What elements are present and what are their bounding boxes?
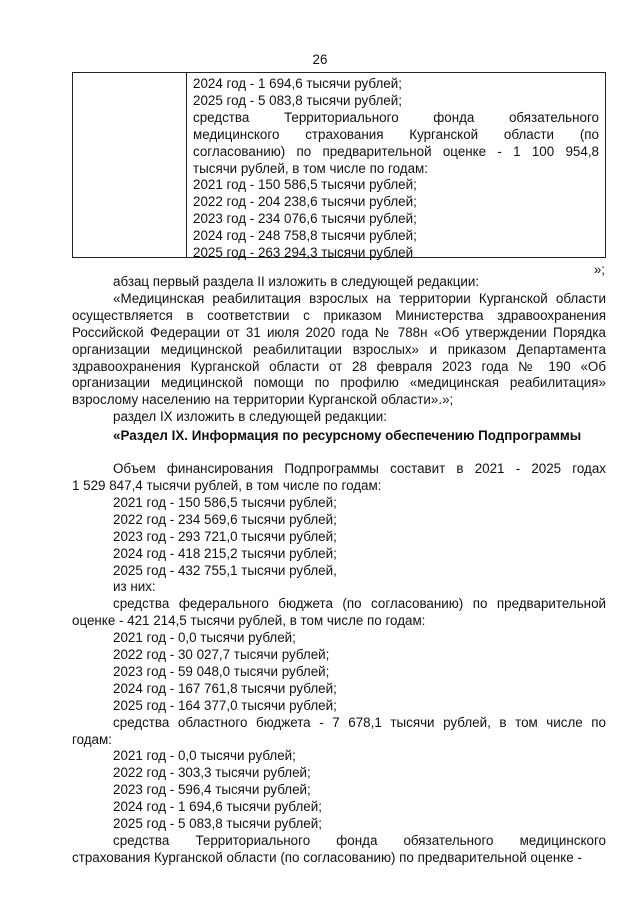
table-line: медицинского страхования Курганской области (по xyxy=(193,126,599,142)
table-line: 2022 год - 204 238,6 тысячи рублей; xyxy=(193,194,417,210)
table-line: 2024 год - 248 758,8 тысячи рублей; xyxy=(193,228,417,244)
quote-line: осуществляется в соответствии с приказом Министерства здравоохранения xyxy=(72,307,606,323)
year-line: 2021 год - 0,0 тысячи рублей; xyxy=(113,748,296,764)
year-line: 2022 год - 234 569,6 тысячи рублей; xyxy=(113,511,337,527)
year-line: 2024 год - 418 215,2 тысячи рублей; xyxy=(113,545,337,561)
table-cell-funding xyxy=(193,76,599,262)
paragraph-line: страхования Курганской области (по согласованию) по предварительной оценке - xyxy=(72,849,582,865)
table-line: 2023 год - 234 076,6 тысячи рублей; xyxy=(193,211,417,227)
page-number: 26 xyxy=(312,52,328,67)
paragraph-line: средства Территориального фонда обязательного медицинского xyxy=(113,833,606,848)
document-body xyxy=(72,274,606,867)
year-line: 2021 год - 150 586,5 тысячи рублей; xyxy=(113,494,337,510)
paragraph: абзац первый раздела II изложить в следующей редакции: xyxy=(113,274,480,289)
table-line: 2025 год - 263 294,3 тысячи рублей xyxy=(193,245,414,261)
paragraph: раздел IX изложить в следующей редакции: xyxy=(113,409,387,425)
quote-line: взрослому населению на территории Курганской области».»; xyxy=(72,392,454,408)
year-line: 2021 год - 0,0 тысячи рублей; xyxy=(113,630,296,646)
table-fragment xyxy=(72,72,606,261)
table-line: согласованию) по предварительной оценке - 1 100 954,8 xyxy=(193,143,599,159)
year-line: 2025 год - 5 083,8 тысячи рублей; xyxy=(113,816,322,832)
table-line: 2024 год - 1 694,6 тысячи рублей; xyxy=(193,76,402,91)
year-line: 2025 год - 164 377,0 тысячи рублей; xyxy=(113,697,337,713)
year-line: 2022 год - 30 027,7 тысячи рублей; xyxy=(113,647,330,663)
year-line: 2023 год - 59 048,0 тысячи рублей; xyxy=(113,663,330,679)
table-line: тысячи рублей, в том числе по годам: xyxy=(193,160,428,176)
paragraph-line: Объем финансирования Подпрограммы составит в 2021 - 2025 годах xyxy=(113,461,606,477)
quote-line: организации медицинской помощи по профилю «медицинская реабилитация» xyxy=(72,375,606,391)
paragraph-line: годам: xyxy=(72,731,112,747)
quote-line: Российской Федерации от 31 июля 2020 года № 788н «Об утверждении Порядка xyxy=(72,324,606,340)
quote-line: «Медицинская реабилитация взрослых на территории Курганской области xyxy=(113,290,606,306)
paragraph-line: средства областного бюджета - 7 678,1 тысячи рублей, в том числе по xyxy=(113,714,606,730)
paragraph-line: средства федерального бюджета (по согласованию) по предварительной xyxy=(113,596,606,612)
year-line: 2023 год - 596,4 тысячи рублей; xyxy=(113,782,311,798)
quote-line: здравоохранения Курганской области от 28 февраля 2023 года № 190 «Об xyxy=(72,358,606,374)
table-line: 2021 год - 150 586,5 тысячи рублей; xyxy=(193,177,417,193)
quote-line: организации медицинской реабилитации взрослых» и приказом Департамента xyxy=(72,341,606,357)
year-line: 2024 год - 167 761,8 тысячи рублей; xyxy=(113,680,337,696)
table-column-divider xyxy=(186,73,187,257)
year-line: 2023 год - 293 721,0 тысячи рублей; xyxy=(113,528,337,544)
spacer xyxy=(72,445,606,461)
table-line: 2025 год - 5 083,8 тысячи рублей; xyxy=(193,92,402,108)
table-line: средства Территориального фонда обязательного xyxy=(193,109,599,125)
year-line: 2025 год - 432 755,1 тысячи рублей, xyxy=(113,562,337,578)
closing-quote-mark: »; xyxy=(593,262,605,277)
paragraph-line: 1 529 847,4 тысячи рублей, в том числе по годам: xyxy=(72,477,382,493)
year-line: 2024 год - 1 694,6 тысячи рублей; xyxy=(113,799,322,815)
paragraph-line: из них: xyxy=(113,579,156,595)
section-heading: «Раздел IX. Информация по ресурсному обеспечению Подпрограммы xyxy=(113,428,582,444)
year-line: 2022 год - 303,3 тысячи рублей; xyxy=(113,765,311,781)
paragraph-line: оценке - 421 214,5 тысячи рублей, в том числе по годам: xyxy=(72,613,426,629)
